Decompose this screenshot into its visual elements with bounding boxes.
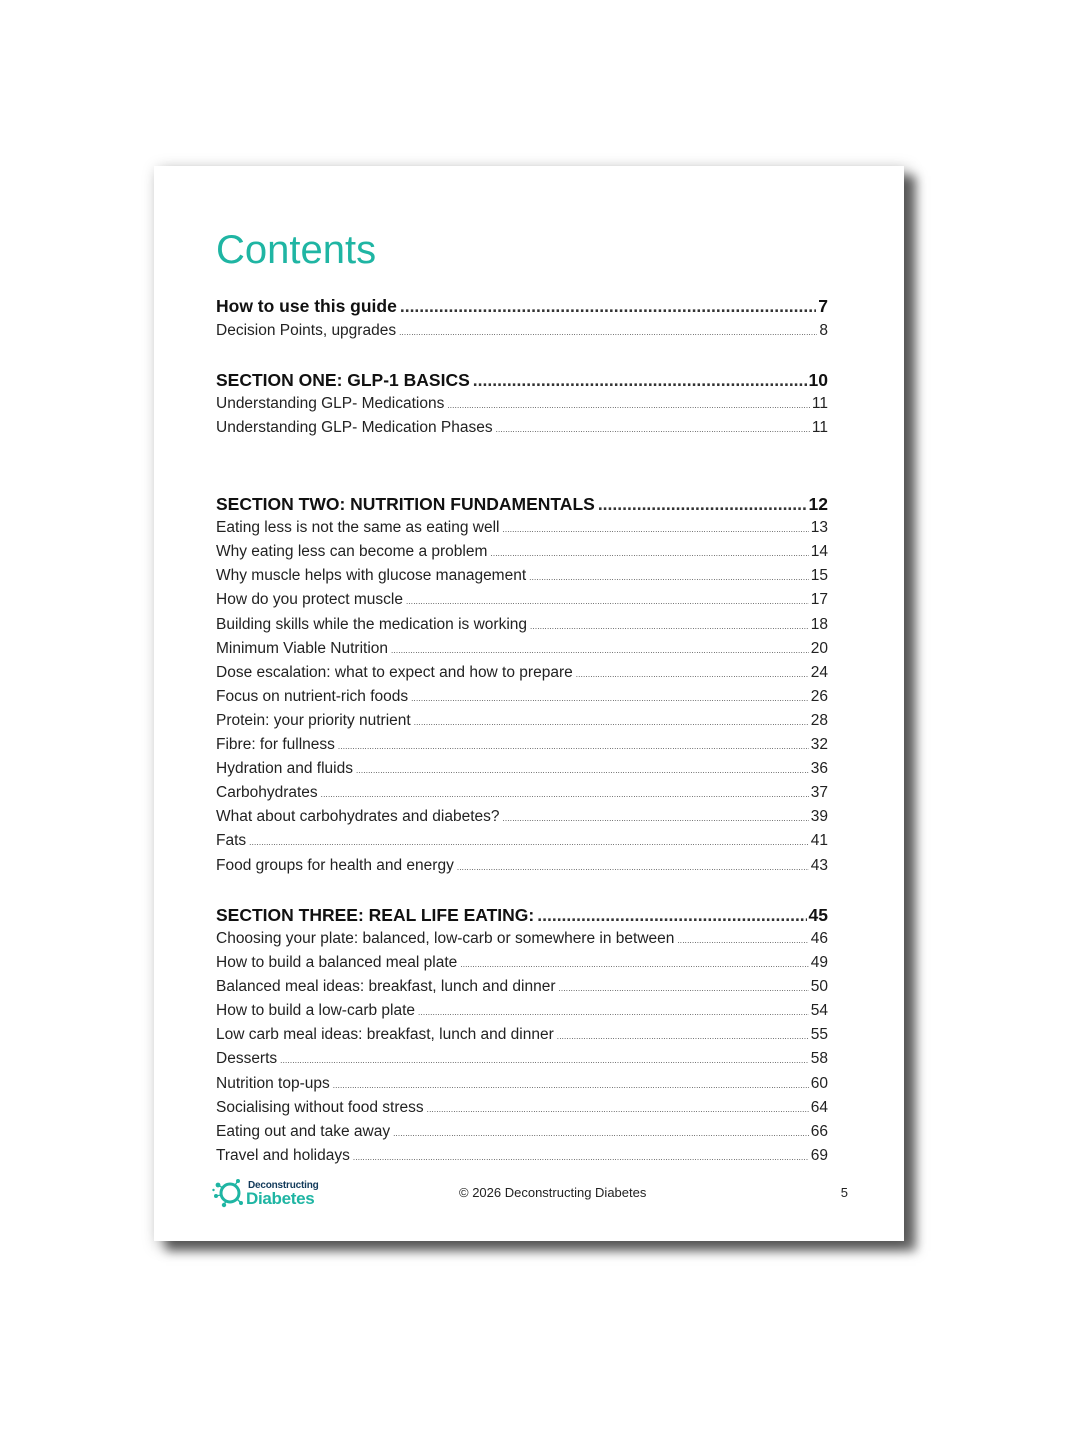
toc-entry-page: 60 (810, 1075, 828, 1092)
toc-entry-page: 55 (810, 1026, 828, 1043)
toc-entry-page: 28 (810, 712, 828, 729)
toc-entry-label: Choosing your plate: balanced, low-carb or somewhere in between (216, 930, 675, 947)
toc-entry-page: 36 (810, 760, 828, 777)
toc-entry-page: 41 (810, 832, 828, 849)
toc-entry[interactable] (216, 322, 828, 344)
toc-entry-page: 58 (810, 1050, 828, 1067)
toc-entry-label: Carbohydrates (216, 784, 318, 801)
dot-leader (559, 984, 809, 993)
toc-entry-page: 14 (810, 543, 828, 560)
toc-entry-label: Desserts (216, 1050, 278, 1067)
toc-entry-page: 37 (810, 784, 828, 801)
toc-section-heading[interactable] (216, 370, 828, 394)
toc-entry-label: Nutrition top-ups (216, 1075, 330, 1092)
toc-entry[interactable] (216, 1075, 828, 1097)
toc-entry-label: How to build a low-carb plate (216, 1002, 416, 1019)
toc-entry-page: 45 (808, 905, 828, 925)
toc-entry[interactable] (216, 832, 828, 854)
page-footer (212, 1172, 848, 1212)
toc-entry-label: Dose escalation: what to expect and how to prepare (216, 664, 573, 681)
dot-leader (530, 622, 809, 631)
document-page (154, 166, 904, 1241)
toc-entry[interactable] (216, 760, 828, 782)
toc-entry[interactable] (216, 664, 828, 686)
toc-entry-label: Balanced meal ideas: breakfast, lunch and dinner (216, 978, 556, 995)
toc-entry-label: Fibre: for fullness (216, 736, 335, 753)
toc-entry-page: 50 (810, 978, 828, 995)
toc-entry[interactable] (216, 591, 828, 613)
dot-leader (473, 370, 807, 391)
toc-entry-page: 49 (810, 954, 828, 971)
toc-entry-page: 66 (810, 1123, 828, 1140)
toc-entry[interactable] (216, 688, 828, 710)
dot-leader (393, 1129, 809, 1138)
toc-entry-label: Food groups for health and energy (216, 857, 454, 874)
toc-entry-label: How to use this guide (216, 296, 397, 316)
toc-entry-label: Why eating less can become a problem (216, 543, 488, 560)
dot-leader (391, 646, 809, 655)
toc-entry-label: Understanding GLP- Medication Phases (216, 419, 493, 436)
toc-entry-label: Eating less is not the same as eating well (216, 519, 500, 536)
toc-entry-page: 18 (810, 616, 828, 633)
toc-section-heading[interactable] (216, 494, 828, 518)
page-number: 5 (840, 1185, 848, 1200)
toc-entry-page: 26 (810, 688, 828, 705)
toc-entry-page: 64 (810, 1099, 828, 1116)
toc-entry-page: 7 (818, 296, 828, 316)
toc-entry-page: 54 (810, 1002, 828, 1019)
toc-entry[interactable] (216, 640, 828, 662)
dot-leader (537, 905, 806, 926)
toc-entry-page: 32 (810, 736, 828, 753)
dot-leader (249, 838, 809, 847)
dot-leader (411, 694, 809, 703)
toc-entry[interactable] (216, 954, 828, 976)
dot-leader (490, 549, 808, 558)
dot-leader (557, 1032, 809, 1041)
dot-leader (321, 790, 809, 799)
brand-logo (212, 1176, 332, 1210)
dot-leader (356, 766, 809, 775)
toc-entry-label: Hydration and fluids (216, 760, 353, 777)
toc-entry-page: 39 (810, 808, 828, 825)
dot-leader (427, 1105, 809, 1114)
logo-wordmark-bottom: Diabetes (246, 1189, 315, 1208)
dot-leader (400, 296, 816, 317)
toc-entry[interactable] (216, 857, 828, 879)
dot-leader (503, 814, 809, 823)
dot-leader (414, 718, 809, 727)
dot-leader (353, 1153, 809, 1162)
dot-leader (677, 936, 808, 945)
toc-entry[interactable] (216, 616, 828, 638)
toc-entry[interactable] (216, 395, 828, 417)
dot-leader (338, 742, 809, 751)
dot-leader (333, 1081, 809, 1090)
toc-entry[interactable] (216, 1002, 828, 1024)
page-title: Contents (216, 228, 377, 272)
toc-entry-label: SECTION THREE: REAL LIFE EATING: (216, 905, 535, 925)
toc-entry[interactable] (216, 808, 828, 830)
toc-entry-page: 43 (810, 857, 828, 874)
logo-wordmark-top: Deconstructing (248, 1180, 319, 1191)
toc-entry[interactable] (216, 736, 828, 758)
toc-entry[interactable] (216, 567, 828, 589)
toc-entry-page: 15 (810, 567, 828, 584)
dot-leader (399, 328, 817, 337)
copyright-text: © 2026 Deconstructing Diabetes (459, 1185, 647, 1200)
toc-entry-label: Why muscle helps with glucose management (216, 567, 527, 584)
toc-section-heading[interactable] (216, 296, 828, 320)
dot-leader (502, 525, 808, 534)
toc-entry[interactable] (216, 419, 828, 441)
dot-leader (457, 863, 809, 872)
dot-leader (418, 1008, 809, 1017)
dot-leader (598, 494, 807, 515)
toc-entry-page: 10 (808, 370, 828, 390)
toc-entry[interactable] (216, 784, 828, 806)
toc-entry-page: 46 (810, 930, 828, 947)
toc-entry-page: 11 (811, 419, 828, 436)
toc-entry[interactable] (216, 1026, 828, 1048)
dot-leader (576, 670, 809, 679)
toc-entry-label: SECTION TWO: NUTRITION FUNDAMENTALS (216, 494, 595, 514)
toc-entry[interactable] (216, 1099, 828, 1121)
toc-entry-page: 20 (810, 640, 828, 657)
toc-entry-label: Decision Points, upgrades (216, 322, 397, 339)
toc-entry-label: SECTION ONE: GLP-1 BASICS (216, 370, 470, 390)
toc-entry[interactable] (216, 1123, 828, 1145)
toc-entry[interactable] (216, 1050, 828, 1072)
molecule-icon (212, 1176, 248, 1210)
toc-entry-label: Protein: your priority nutrient (216, 712, 411, 729)
toc-entry-label: How to build a balanced meal plate (216, 954, 458, 971)
toc-entry-label: Understanding GLP- Medications (216, 395, 445, 412)
toc-entry-label: How do you protect muscle (216, 591, 403, 608)
toc-entry[interactable] (216, 978, 828, 1000)
dot-leader (496, 425, 810, 434)
toc-entry[interactable] (216, 930, 828, 952)
toc-entry[interactable] (216, 1147, 828, 1169)
dot-leader (406, 597, 809, 606)
toc-entry-label: Minimum Viable Nutrition (216, 640, 388, 657)
toc-entry-page: 24 (810, 664, 828, 681)
toc-entry-page: 13 (810, 519, 828, 536)
toc-entry-label: Travel and holidays (216, 1147, 350, 1164)
toc-entry-label: Focus on nutrient-rich foods (216, 688, 409, 705)
toc-entry[interactable] (216, 543, 828, 565)
toc-entry-page: 69 (810, 1147, 828, 1164)
dot-leader (529, 573, 809, 582)
toc-entry-label: Socialising without food stress (216, 1099, 424, 1116)
toc-entry-label: Eating out and take away (216, 1123, 391, 1140)
toc-entry[interactable] (216, 712, 828, 734)
toc-entry-page: 12 (808, 494, 828, 514)
toc-entry-page: 11 (811, 395, 828, 412)
dot-leader (460, 960, 808, 969)
toc-entry-label: Fats (216, 832, 247, 849)
toc-entry-label: Building skills while the medication is working (216, 616, 527, 633)
toc-section-heading[interactable] (216, 905, 828, 929)
dot-leader (447, 401, 810, 410)
toc-entry-label: What about carbohydrates and diabetes? (216, 808, 500, 825)
toc-entry-page: 8 (819, 322, 828, 339)
dot-leader (280, 1056, 809, 1065)
toc-entry-page: 17 (810, 591, 828, 608)
toc-entry[interactable] (216, 519, 828, 541)
toc-entry-label: Low carb meal ideas: breakfast, lunch and dinner (216, 1026, 554, 1043)
